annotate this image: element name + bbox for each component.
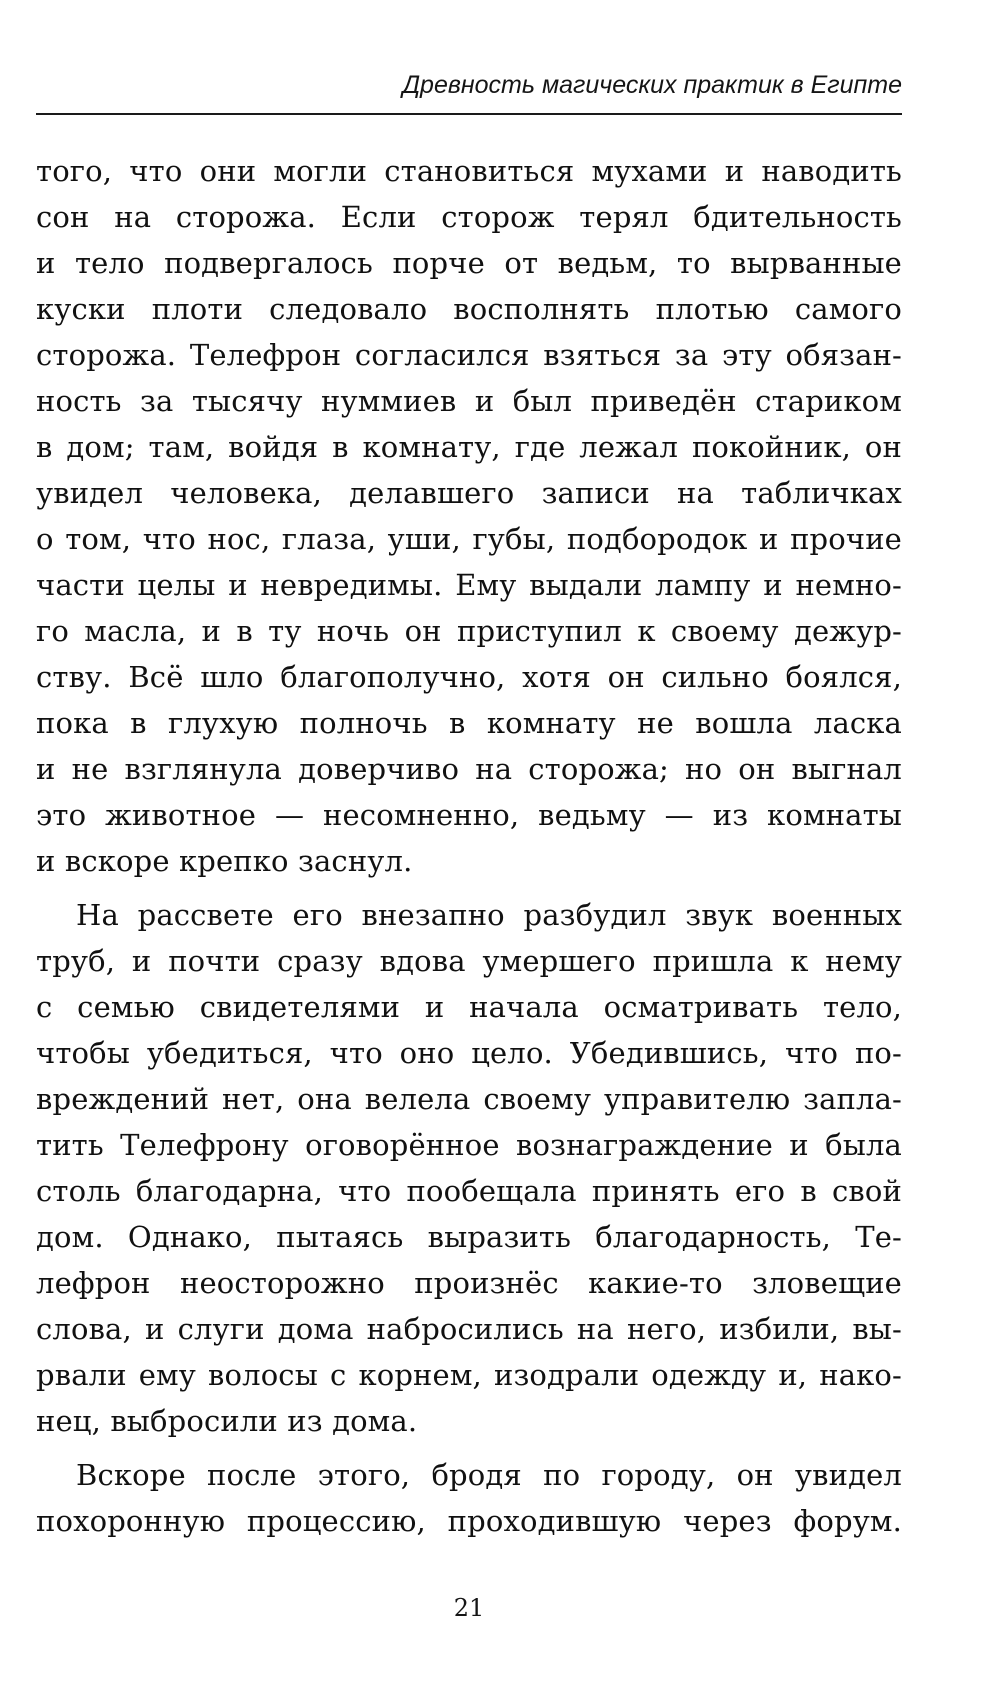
text-line: рвали ему волосы с корнем, изодрали одежду и, нако- (36, 1358, 902, 1392)
header-rule (36, 113, 902, 115)
text-line: чтобы убедиться, что оно цело. Убедившись, что по- (36, 1036, 902, 1070)
text-line: с семью свидетелями и начала осматривать тело, (36, 990, 902, 1024)
paragraph-3 (36, 1452, 902, 1544)
text-line: труб, и почти сразу вдова умершего пришла к нему (36, 944, 902, 978)
text-line: и тело подвергалось порче от ведьм, то вырванные (36, 246, 902, 280)
paragraph-spacing (36, 1444, 902, 1452)
text-line: и не взглянула доверчиво на сторожа; но он выгнал (36, 752, 902, 786)
running-head-title: Древность магических практик в Египте (402, 71, 902, 99)
text-line: го масла, и в ту ночь он приступил к своему дежур- (36, 614, 902, 648)
text-line: о том, что нос, глаза, уши, губы, подбородок и прочие (36, 522, 902, 556)
text-line: ность за тысячу нуммиев и был приведён стариком (36, 384, 902, 418)
text-line: похоронную процессию, проходившую через форум. (36, 1504, 902, 1538)
text-line: нец, выбросили из дома. (36, 1404, 418, 1438)
page-number: 21 (453, 1594, 485, 1622)
text-line: куски плоти следовало восполнять плотью самого (36, 292, 902, 326)
text-line: тить Телефрону оговорённое вознаграждение и была (36, 1128, 902, 1162)
text-line: сон на сторожа. Если сторож терял бдительность (36, 200, 902, 234)
text-line: На рассвете его внезапно разбудил звук военных (76, 898, 902, 932)
paragraph-1 (36, 148, 902, 884)
text-line: сторожа. Телефрон согласился взяться за эту обязан- (36, 338, 902, 372)
text-line: ству. Всё шло благополучно, хотя он сильно боялся, (36, 660, 902, 694)
text-line: увидел человека, делавшего записи на табличках (36, 476, 902, 510)
text-line: в дом; там, войдя в комнату, где лежал покойник, он (36, 430, 902, 464)
text-line: части целы и невредимы. Ему выдали лампу и немно- (36, 568, 902, 602)
paragraph-spacing (36, 884, 902, 892)
body-text (36, 148, 902, 1544)
text-line: и вскоре крепко заснул. (36, 844, 413, 878)
text-line: столь благодарна, что пообещала принять его в свой (36, 1174, 902, 1208)
text-line: лефрон неосторожно произнёс какие-то зловещие (36, 1266, 902, 1300)
text-line: дом. Однако, пытаясь выразить благодарность, Те- (36, 1220, 902, 1254)
text-line: слова, и слуги дома набросились на него, избили, вы- (36, 1312, 902, 1346)
text-line: это животное — несомненно, ведьму — из комнаты (36, 798, 902, 832)
text-line: Вскоре после этого, бродя по городу, он увидел (76, 1458, 902, 1492)
text-line: пока в глухую полночь в комнату не вошла ласка (36, 706, 902, 740)
paragraph-2 (36, 892, 902, 1444)
text-line: вреждений нет, она велела своему управителю запла- (36, 1082, 902, 1116)
text-line: того, что они могли становиться мухами и наводить (36, 154, 902, 188)
